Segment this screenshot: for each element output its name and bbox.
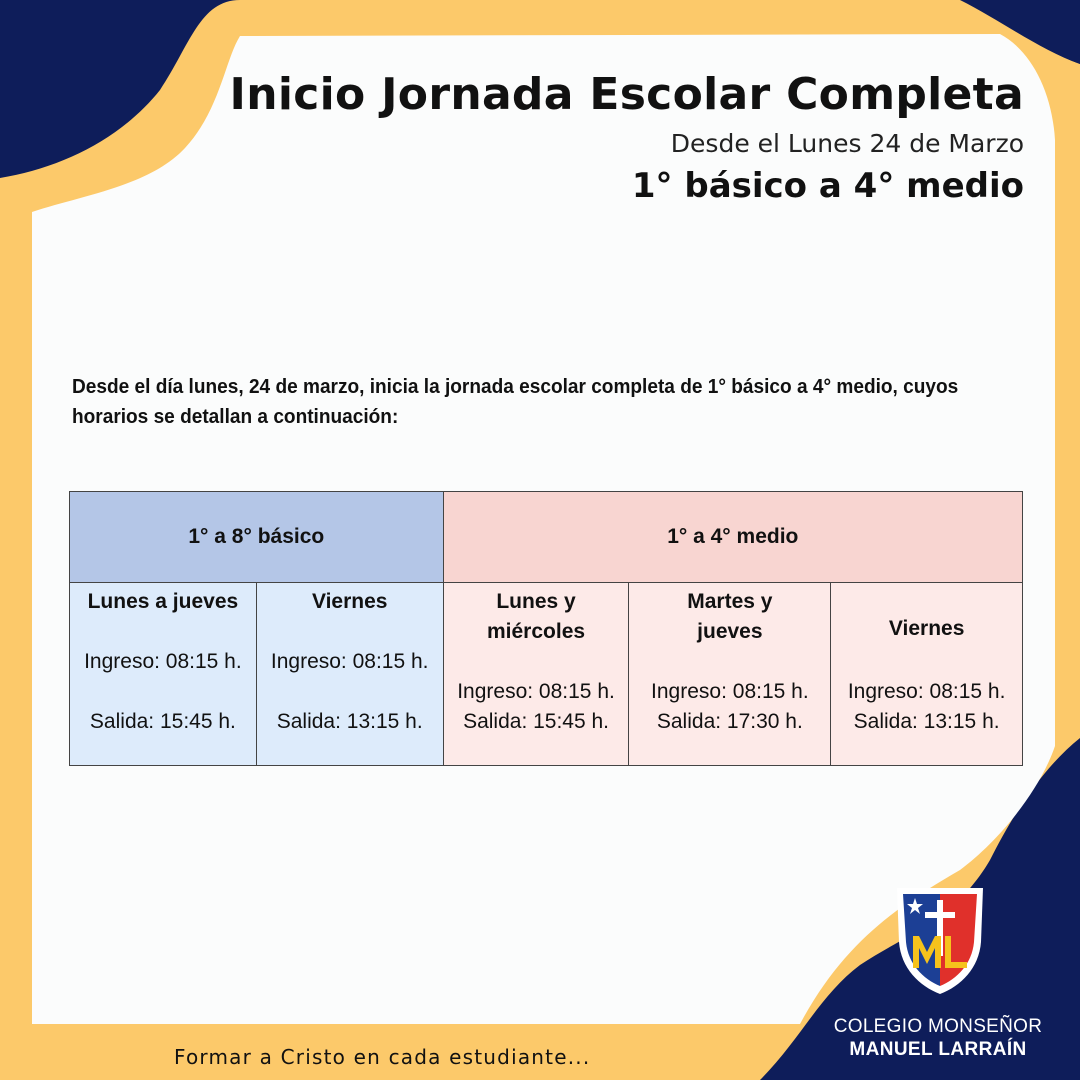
schedule-cell-medio-viernes: [831, 583, 1023, 766]
school-shield-logo: [893, 884, 987, 996]
day-label: Viernes: [311, 590, 388, 613]
table-header-row: [70, 492, 1023, 583]
school-name-line1: COLEGIO MONSEÑOR: [833, 1016, 1043, 1037]
schedule-cell-basico-lunes-jueves: [70, 583, 257, 766]
exit-time: Salida: 15:45 h.: [463, 710, 610, 733]
table-row: [70, 583, 1023, 766]
footer-slogan: Formar a Cristo en cada estudiante...: [174, 1045, 591, 1069]
day-label-line1: Martes y: [687, 590, 773, 613]
group-header-medio: 1° a 4° medio: [443, 492, 1022, 583]
start-date: Desde el Lunes 24 de Marzo: [670, 129, 1024, 158]
header: [230, 66, 1024, 210]
day-label: Viernes: [888, 617, 965, 640]
entry-time: Ingreso: 08:15 h.: [651, 680, 809, 703]
entry-time: Ingreso: 08:15 h.: [457, 680, 615, 703]
day-label-line1: Lunes y: [496, 590, 576, 613]
exit-time: Salida: 15:45 h.: [89, 710, 236, 733]
group-header-basico: 1° a 8° básico: [70, 492, 444, 583]
day-label-line2: jueves: [697, 620, 763, 643]
day-label-line2: miércoles: [487, 620, 586, 643]
entry-time: Ingreso: 08:15 h.: [270, 650, 429, 673]
page-title: Inicio Jornada Escolar Completa: [229, 69, 1024, 120]
entry-time: Ingreso: 08:15 h.: [847, 680, 1006, 703]
schedule-table: [69, 491, 1023, 766]
exit-time: Salida: 17:30 h.: [656, 710, 803, 733]
schedule-cell-medio-lunes-miercoles: [443, 583, 629, 766]
school-name: [820, 1016, 1056, 1062]
school-name-line2: MANUEL LARRAÍN: [849, 1039, 1027, 1060]
grade-levels: 1° básico a 4° medio: [631, 166, 1024, 206]
exit-time: Salida: 13:15 h.: [853, 710, 1000, 733]
exit-time: Salida: 13:15 h.: [276, 710, 423, 733]
entry-time: Ingreso: 08:15 h.: [84, 650, 242, 673]
intro-paragraph: Desde el día lunes, 24 de marzo, inicia la jornada escolar completa de 1° básico a 4° medio, cuyos horarios se detallan a continuación:: [72, 375, 959, 428]
day-label: Lunes a jueves: [87, 590, 239, 613]
schedule-cell-medio-martes-jueves: [629, 583, 831, 766]
schedule-cell-basico-viernes: [256, 583, 443, 766]
